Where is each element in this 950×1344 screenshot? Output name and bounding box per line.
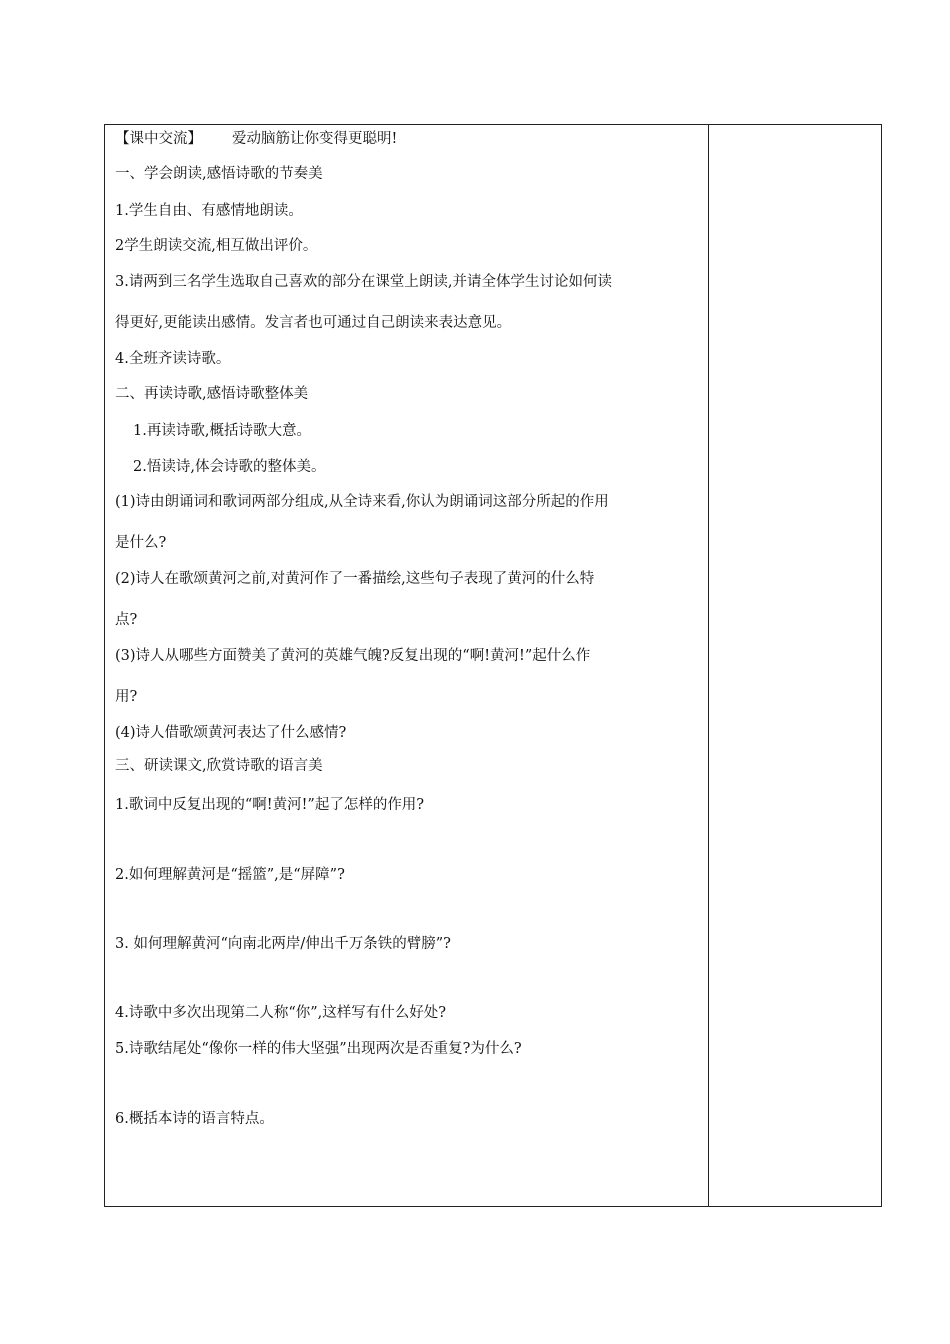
section-3-item: 1.歌词中反复出现的“啊!黄河!”起了怎样的作用? xyxy=(115,797,425,813)
section-2-item: 1.再读诗歌,概括诗歌大意。 xyxy=(133,423,311,439)
section-2-question: (3)诗人从哪些方面赞美了黄河的英雄气魄?反复出现的“啊!黄河!”起什么作 xyxy=(115,648,591,664)
section-2-question: 用? xyxy=(115,689,138,705)
section-2-question: 是什么? xyxy=(115,535,167,551)
section-3-item: 2.如何理解黄河是“摇篮”,是“屏障”? xyxy=(115,867,345,883)
section-3-item: 3. 如何理解黄河“向南北两岸/伸出千万条铁的臂膀”? xyxy=(115,936,451,952)
section-3-item: 6.概括本诗的语言特点。 xyxy=(115,1111,274,1127)
section-tag: 【课中交流】 xyxy=(115,131,202,147)
section-2-question: 点? xyxy=(115,612,138,628)
section-2-question: (2)诗人在歌颂黄河之前,对黄河作了一番描绘,这些句子表现了黄河的什么特 xyxy=(115,571,595,587)
section-2-item: 2.悟读诗,体会诗歌的整体美。 xyxy=(133,459,326,475)
notes-cell xyxy=(709,125,881,1206)
section-3-title: 三、研读课文,欣赏诗歌的语言美 xyxy=(115,758,323,774)
section-1-item: 得更好,更能读出感情。发言者也可通过自己朗读来表达意见。 xyxy=(115,315,512,331)
section-3-item: 5.诗歌结尾处“像你一样的伟大坚强”出现两次是否重复?为什么? xyxy=(115,1041,522,1057)
section-1-title: 一、学会朗读,感悟诗歌的节奏美 xyxy=(115,166,323,182)
section-1-item: 4.全班齐读诗歌。 xyxy=(115,351,231,367)
section-1-item: 1.学生自由、有感情地朗读。 xyxy=(115,203,303,219)
motto: 爱动脑筋让你变得更聪明! xyxy=(232,131,398,147)
section-3-item: 4.诗歌中多次出现第二人称“你”,这样写有什么好处? xyxy=(115,1005,447,1021)
lesson-table xyxy=(104,124,882,1207)
header-line xyxy=(115,129,397,149)
section-1-item: 2学生朗读交流,相互做出评价。 xyxy=(115,238,318,254)
section-2-question: (4)诗人借歌颂黄河表达了什么感情? xyxy=(115,725,347,741)
section-2-question: (1)诗由朗诵词和歌词两部分组成,从全诗来看,你认为朗诵词这部分所起的作用 xyxy=(115,494,609,510)
content-cell xyxy=(105,125,708,1206)
section-2-title: 二、再读诗歌,感悟诗歌整体美 xyxy=(115,386,309,402)
section-1-item: 3.请两到三名学生选取自己喜欢的部分在课堂上朗读,并请全体学生讨论如何读 xyxy=(115,274,612,290)
